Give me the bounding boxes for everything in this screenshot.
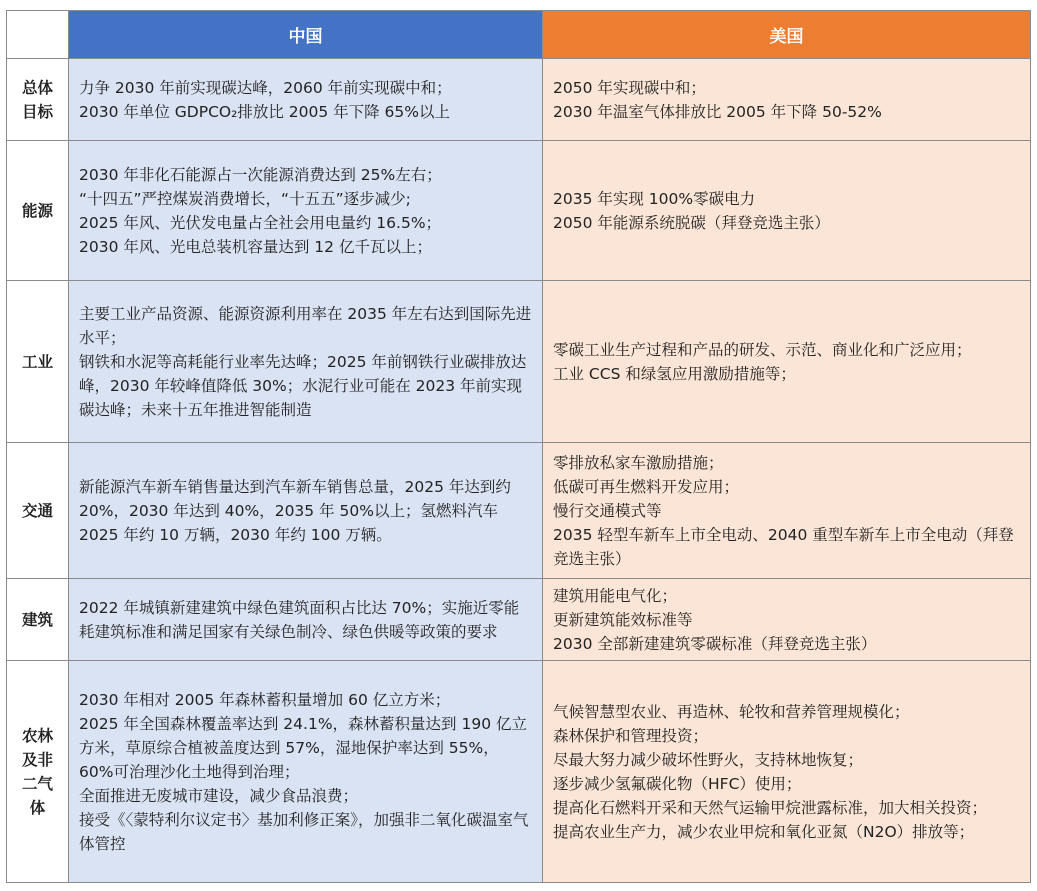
us-line: 尽最大努力减少破坏性野火，支持林地恢复； [553,750,864,769]
china-cell [69,661,543,883]
china-line: 2025 年风、光伏发电量占全社会用电量约 16.5%； [79,213,442,232]
us-line: 提高农业生产力，减少农业甲烷和氧化亚氮（N2O）排放等； [553,822,975,841]
corner-cell [7,11,69,59]
china-line: 接受《〈蒙特利尔议定书〉基加利修正案》，加强非二氧化碳温室气体管控 [79,810,529,853]
china-line: 2030 年相对 2005 年森林蓄积量增加 60 亿立方米； [79,690,451,709]
china-column-header: 中国 [69,11,543,59]
category-cell [7,579,69,661]
us-line: 低碳可再生燃料开发应用； [553,477,740,496]
us-cell [543,443,1031,579]
china-line: “十四五”严控煤炭消费增长，“十五五”逐步减少; [79,189,411,208]
category-label: 二气 [21,774,53,793]
us-line: 2050 年能源系统脱碳（拜登竞选主张） [553,213,830,232]
table-row [7,443,1031,579]
us-cell [543,661,1031,883]
category-cell [7,443,69,579]
china-line: 2030 年单位 GDPCO₂排放比 2005 年下降 65%以上 [79,102,451,121]
china-line: 主要工业产品资源、能源资源利用率在 2035 年左右达到国际先进水平； [79,304,532,347]
header-row [7,11,1031,59]
table-row [7,579,1031,661]
us-line: 慢行交通模式等 [553,501,662,520]
china-line: 新能源汽车新车销售量达到汽车新车销售总量，2025 年达到约 20%，2030 年达到 40%，2035 年 50%以上；氢燃料汽车 2025 年约 10 万辆，2030 年约 100 万辆。 [79,477,511,544]
category-label: 及非 [21,750,53,769]
us-line: 更新建筑能效标准等 [553,610,693,629]
category-label: 能源 [21,201,53,220]
category-cell [7,141,69,281]
us-line: 工业 CCS 和绿氢应用激励措施等； [553,364,796,383]
us-line: 零排放私家车激励措施； [553,453,724,472]
us-cell [543,59,1031,141]
us-cell [543,579,1031,661]
us-line: 建筑用能电气化； [553,586,678,605]
category-label: 农林 [21,726,53,745]
us-line: 2050 年实现碳中和； [553,78,706,97]
table-row [7,59,1031,141]
category-label: 交通 [21,501,53,520]
us-line: 2030 全部新建建筑零碳标准（拜登竞选主张） [553,634,877,653]
us-line: 零碳工业生产过程和产品的研发、示范、商业化和广泛应用； [553,340,972,359]
china-cell [69,59,543,141]
us-line: 逐步减少氢氟碳化物（HFC）使用； [553,774,802,793]
table-row [7,281,1031,443]
china-line: 钢铁和水泥等高耗能行业率先达峰；2025 年前钢铁行业碳排放达峰，2030 年较峰值降低 30%；水泥行业可能在 2023 年前实现碳达峰；未来十五年推进智能制造 [79,352,527,419]
china-line: 力争 2030 年前实现碳达峰，2060 年前实现碳中和； [79,78,452,97]
us-cell [543,141,1031,281]
table-row [7,141,1031,281]
category-cell [7,661,69,883]
us-line: 森林保护和管理投资； [553,726,709,745]
table-row [7,661,1031,883]
category-cell [7,59,69,141]
category-label: 目标 [21,102,53,121]
category-label: 工业 [21,352,53,371]
us-line: 2035 轻型车新车上市全电动、2040 重型车新车上市全电动（拜登竞选主张） [553,525,1014,568]
category-label: 建筑 [21,610,53,629]
us-line: 提高化石燃料开采和天然气运输甲烷泄露标准，加大相关投资； [553,798,988,817]
category-label: 体 [29,798,46,817]
china-line: 2022 年城镇新建建筑中绿色建筑面积占比达 70%；实施近零能耗建筑标准和满足国家有关绿色制冷、绿色供暖等政策的要求 [79,598,520,641]
us-line: 2030 年温室气体排放比 2005 年下降 50-52% [553,102,882,121]
category-cell [7,281,69,443]
china-cell [69,141,543,281]
us-line: 2035 年实现 100%零碳电力 [553,189,756,208]
china-cell [69,281,543,443]
us-cell [543,281,1031,443]
china-line: 全面推进无废城市建设，减少食品浪费； [79,786,359,805]
china-cell [69,579,543,661]
china-line: 2030 年非化石能源占一次能源消费达到 25%左右； [79,165,442,184]
us-line: 气候智慧型农业、再造林、轮牧和营养管理规模化； [553,702,910,721]
comparison-table [6,10,1031,883]
category-label: 总体 [21,78,53,97]
china-line: 2025 年全国森林覆盖率达到 24.1%，森林蓄积量达到 190 亿立方米，草原综合植被盖度达到 57%，湿地保护率达到 55%，60%可治理沙化土地得到治理； [79,714,527,781]
us-column-header: 美国 [543,11,1031,59]
china-line: 2030 年风、光电总装机容量达到 12 亿千瓦以上； [79,237,432,256]
china-cell [69,443,543,579]
